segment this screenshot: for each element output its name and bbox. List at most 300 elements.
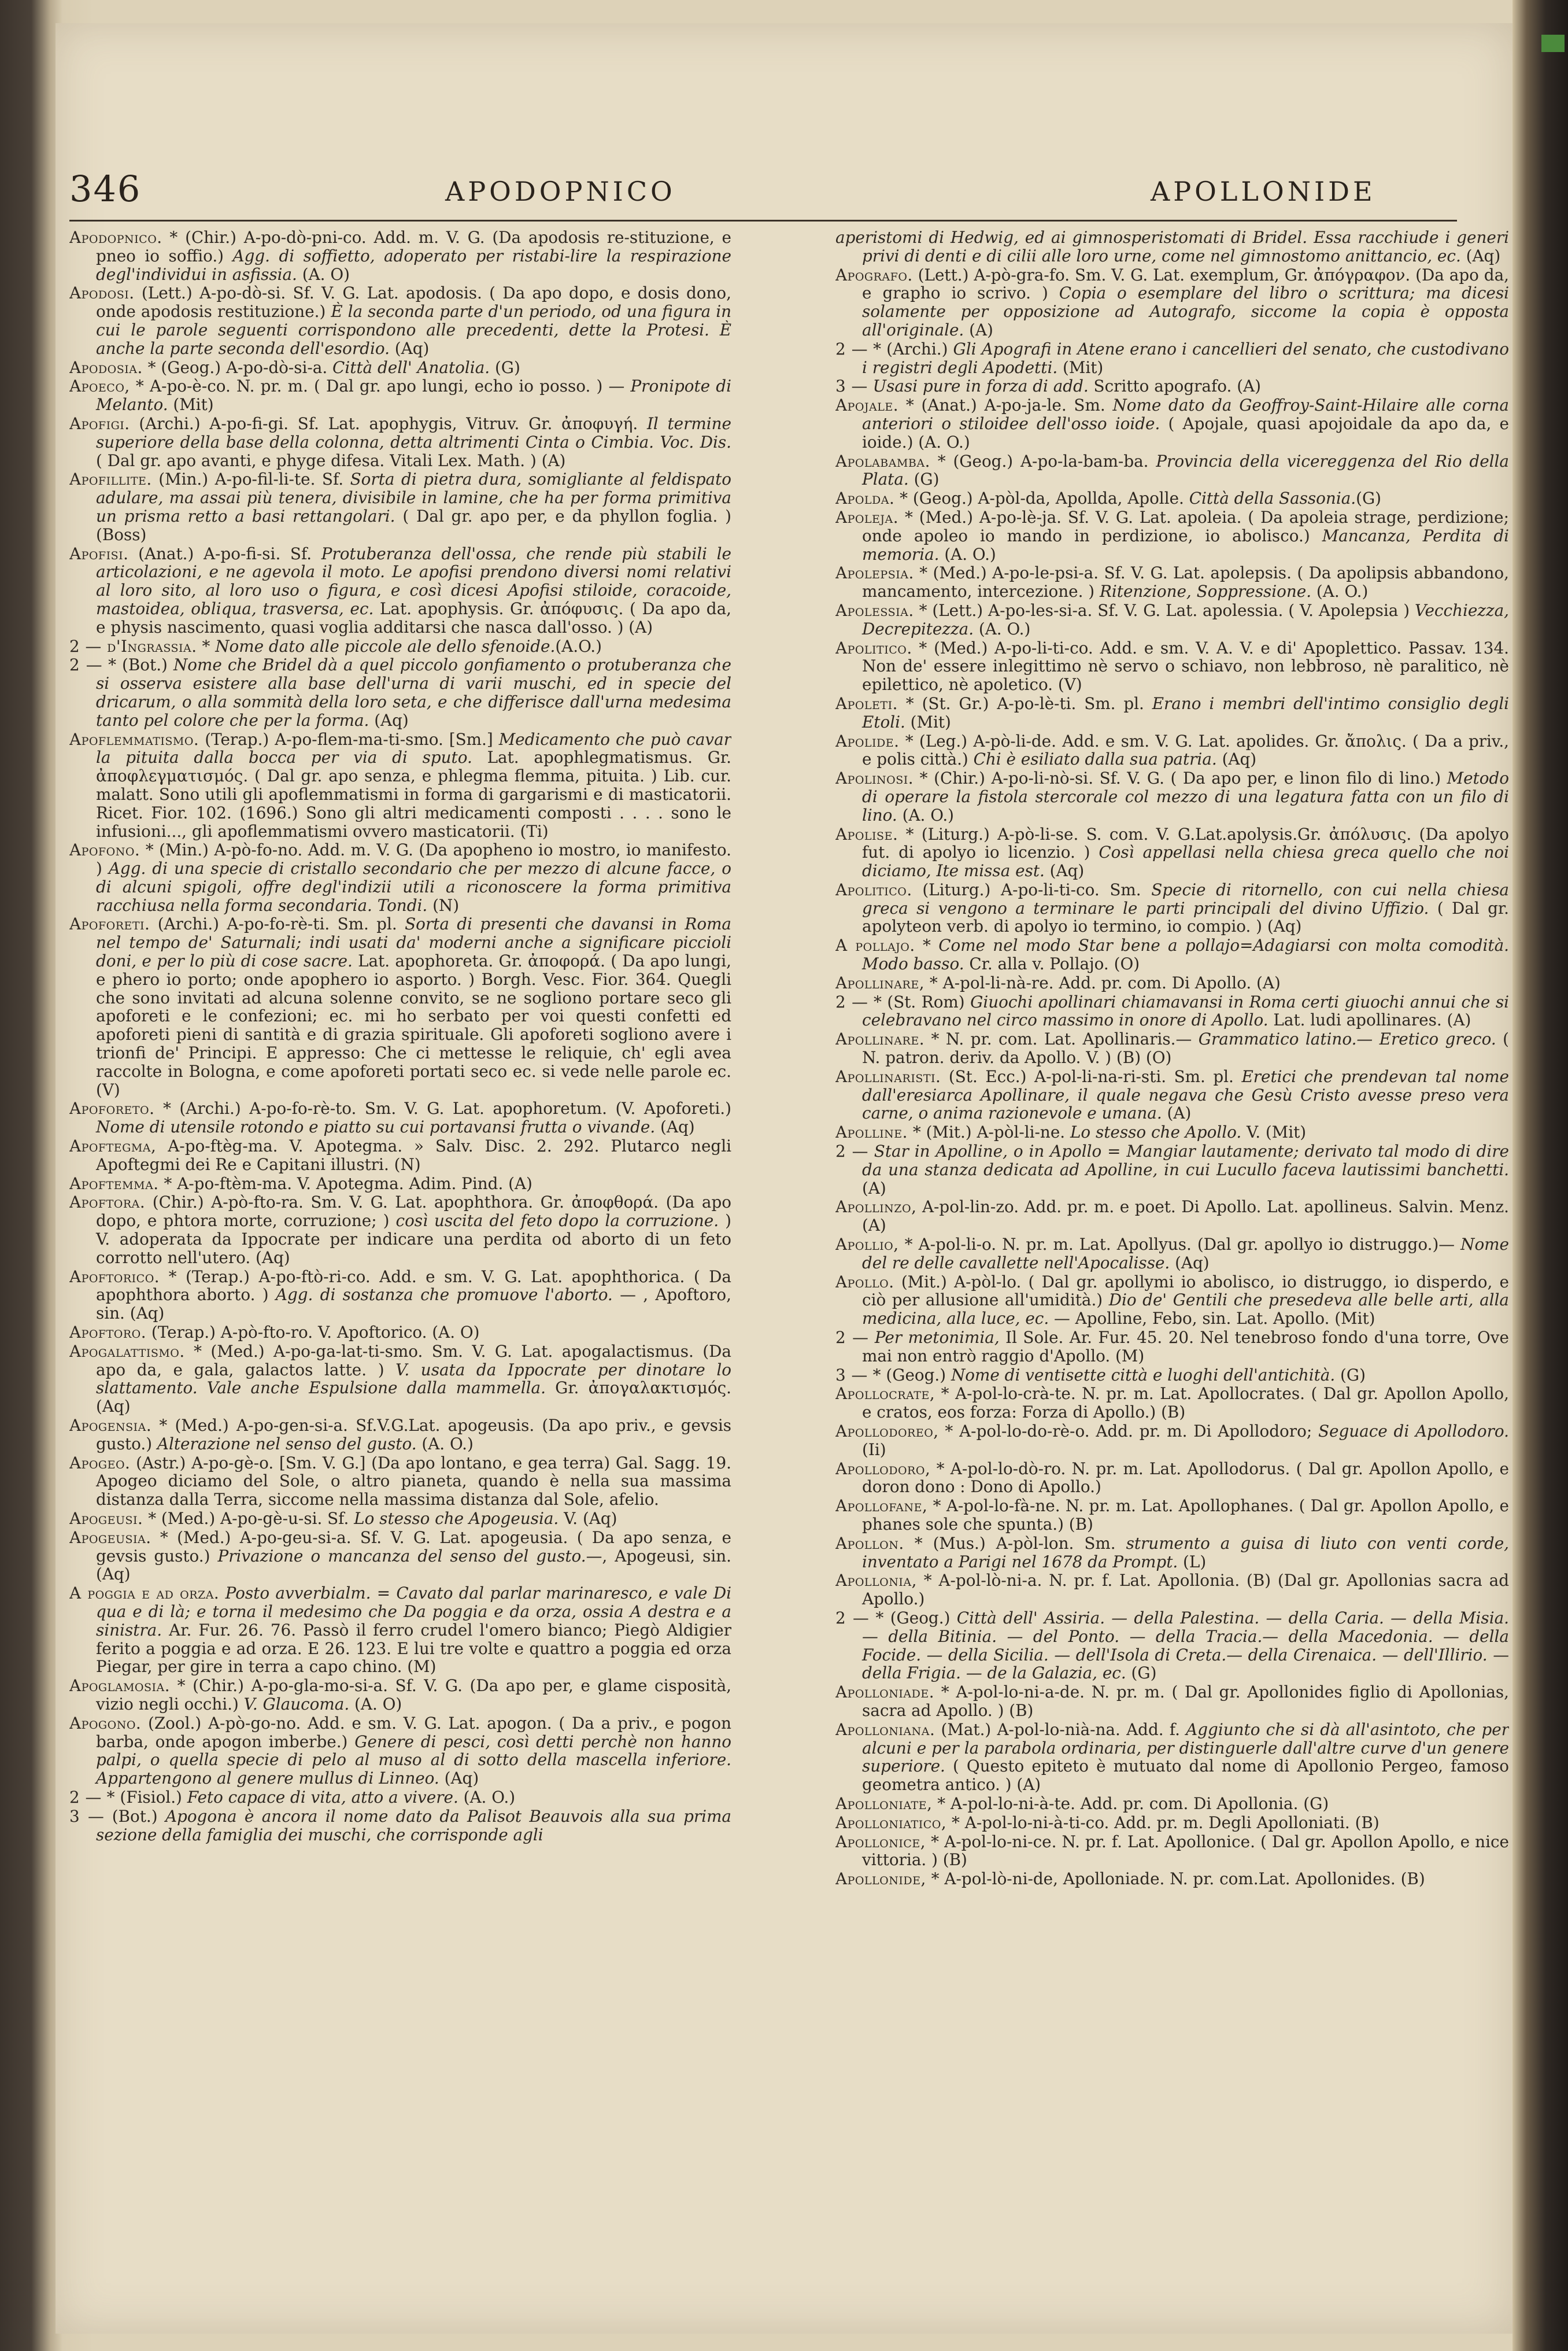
running-head-left: APODOPNICO xyxy=(445,176,676,207)
dictionary-entry xyxy=(835,340,1509,377)
entry-definition: Grammatico latino.— Eretico greco. xyxy=(1198,1029,1496,1049)
entry-headword: Apoftora. xyxy=(69,1193,146,1212)
dictionary-entry xyxy=(69,1454,731,1509)
entry-headword: Apoftemma. xyxy=(69,1173,159,1193)
entry-grammar: (Astr.) A-po-gè-o. [Sm. V. G.] (Da apo lontano, e gea terra) Gal. Sagg. 19. Apogeo diciamo del Sole, o altro pianeta, quando è nella sua massima distanza dalla Terra, siccome nella massima distanza dal Sole, afelio. xyxy=(96,1453,731,1509)
entry-headword: Apollinzo, xyxy=(835,1197,917,1217)
dictionary-entry xyxy=(835,1833,1509,1870)
entry-headword: Apollo. xyxy=(835,1272,894,1291)
entry-source: (Aq) xyxy=(655,1117,695,1137)
dictionary-entry xyxy=(835,564,1509,601)
entry-definition: Agg. di soffietto, adoperato per ristabi-lire la respirazione degl'individui in asfissia. xyxy=(96,246,731,284)
entry-definition: Dio de' Gentili che presedeva alle belle arti, alla medicina, alla luce, ec. xyxy=(862,1290,1509,1328)
entry-definition: Medicamento che può cavar la pituita dalla bocca per via di sputo. xyxy=(96,729,731,767)
entry-source: (L) xyxy=(1178,1552,1207,1571)
entry-source: (G) xyxy=(908,470,940,489)
dictionary-entry xyxy=(835,769,1509,824)
entry-source: ( Dal gr. apo avanti, e phyge difesa. Vitali Lex. Math. ) (A) xyxy=(96,451,566,470)
entry-source: (Aq) xyxy=(439,1769,479,1788)
dictionary-entry xyxy=(835,1328,1509,1365)
entry-source: (Aq) xyxy=(389,338,430,358)
entry-definition: Città dell' Assiria. — della Palestina. — della Caria. — della Misia. — della Bitinia. — del Ponto. — della Tracia.— della Macedonia. — della Focide. — della Sicilia. — dell'Isola di Creta.— della Cirenaica. — dell'Illirio. — della Frigia. — de la Galazia, ec. xyxy=(862,1608,1509,1683)
entry-headword: 2 — xyxy=(835,1328,869,1348)
entry-source: (G) xyxy=(1356,489,1382,508)
dictionary-entry xyxy=(69,1416,731,1453)
entry-definition: Mancanza, Perdita di memoria. xyxy=(862,526,1509,564)
entry-headword: Apoftegma, xyxy=(69,1136,157,1156)
entry-headword: Apoforeto. xyxy=(69,1099,155,1119)
entry-definition: Nome dato da Geoffroy-Saint-Hilaire alle corna anteriori o stiloidee dell'osso ioide. xyxy=(862,396,1509,433)
entry-headword: A poggia e ad orza. xyxy=(69,1584,220,1603)
entry-grammar: (Mit.) A-pòl-lo. ( Dal gr. apollymi io abolisco, io distruggo, io disperdo, e ciò per allusione all'umidità.) xyxy=(862,1272,1509,1310)
entry-grammar: (Lett.) A-pò-gra-fo. Sm. V. G. Lat. exemplum, Gr. ἀπόγραφον. (Da apo da, e grapho io scrivo. ) xyxy=(862,265,1509,303)
entry-headword: Apofigi. xyxy=(69,414,130,433)
entry-headword: Apoftoro. xyxy=(69,1323,147,1342)
dictionary-entry xyxy=(69,1137,731,1174)
entry-source: ( Questo epiteto è mutuato dal nome di Apollonio Pergeo, famoso geometra antico. ) (A) xyxy=(862,1756,1509,1795)
entry-headword: A pollajo. xyxy=(835,936,915,955)
entry-headword: Apoeco, xyxy=(69,377,130,396)
entry-definition: Così appellasi nella chiesa greca quello che noi diciamo, Ite missa est. xyxy=(862,843,1509,881)
entry-headword: Apoglamosia. xyxy=(69,1676,171,1696)
dictionary-entry xyxy=(835,1497,1509,1534)
dictionary-entry xyxy=(835,377,1509,396)
entry-grammar: * (Geog.) A-pòl-da, Apollda, Apolle. xyxy=(894,489,1189,508)
entry-source: ( N. patron. deriv. da Apollo. V. ) (B) (O) xyxy=(862,1029,1509,1068)
dictionary-entry xyxy=(835,639,1509,694)
entry-headword: Apollonide, xyxy=(835,1869,926,1889)
entry-definition: Vecchiezza, Decrepitezza. xyxy=(862,600,1509,639)
entry-source: (Mit) xyxy=(1057,357,1104,377)
entry-grammar: * (Bot.) xyxy=(102,655,173,675)
entry-grammar: A-pol-lin-zo. Add. pr. m. e poet. Di Apollo. Lat. apollineus. Salvin. Menz. (A) xyxy=(862,1197,1509,1235)
dictionary-entry xyxy=(835,1068,1509,1123)
entry-definition: Pronipote di Melanto. xyxy=(96,377,731,415)
entry-headword: 2 — xyxy=(835,339,868,359)
entry-headword: Apollodoro, xyxy=(835,1459,931,1478)
entry-source: (Aq) xyxy=(1044,861,1085,881)
entry-headword: Apolinosi. xyxy=(835,769,914,788)
dictionary-entry xyxy=(835,1814,1509,1832)
entry-grammar xyxy=(868,377,873,396)
entry-definition: Star in Apolline, o in Apollo = Mangiar lautamente; derivato tal modo di dire da una stanza dedicata ad Apolline, in cui Lucullo faceva lautissimi banchetti. xyxy=(862,1142,1509,1179)
entry-headword: Apolloniade. xyxy=(835,1682,935,1702)
entry-headword: Apoleti. xyxy=(835,693,898,713)
entry-source: ) V. adoperata da Ippocrate per indicare una perdita od aborto di un feto corrotto nell'utero. (Aq) xyxy=(96,1211,731,1267)
dictionary-entry xyxy=(835,1870,1509,1888)
entry-grammar: * A-po-ftèm-ma. V. Apotegma. Adim. Pind. (A) xyxy=(158,1173,532,1193)
entry-headword: Apolline. xyxy=(835,1123,908,1142)
entry-grammar: * xyxy=(197,636,216,656)
entry-source: (A. O.) xyxy=(1311,582,1369,601)
entry-definition: Lo stesso che Apollo. xyxy=(1070,1123,1242,1142)
entry-source: (Mit) xyxy=(168,395,214,415)
dictionary-entry xyxy=(835,1366,1509,1385)
entry-definition: Genere di pesci, così detti perchè non hanno palpi, o quella specie di pelo al muso al di sotto della mascella inferiore. Appartengono al genere mullus di Linneo. xyxy=(96,1732,731,1788)
entry-definition: Nome dato alle piccole ale dello sfenoide. xyxy=(215,636,556,656)
entry-grammar: * (Med.) A-po-gen-si-a. Sf.V.G.Lat. apogeusis. (Da apo priv., e gevsis gusto.) xyxy=(96,1416,731,1453)
entry-headword: Apolloniate, xyxy=(835,1793,933,1813)
entry-source: Lat. ludi apollinares. (A) xyxy=(1268,1010,1471,1030)
page-header xyxy=(69,168,1457,222)
entry-headword: Apoftorico. xyxy=(69,1267,160,1286)
entry-grammar: * (Lett.) A-po-les-si-a. Sf. V. G. Lat. apolessia. ( V. Apolepsia ) xyxy=(914,600,1415,620)
entry-headword: 2 — xyxy=(835,1608,870,1627)
entry-source: (A.O.) xyxy=(555,636,602,656)
dictionary-entry xyxy=(69,1677,731,1714)
entry-grammar: (Terap.) A-pò-fto-ro. V. Apoftorico. (A. O) xyxy=(146,1323,480,1342)
right-column xyxy=(835,228,1509,2287)
entry-definition: Nome di utensile rotondo e piatto su cui portavansi frutta o vivande. xyxy=(96,1117,656,1137)
entry-source: (Mit) xyxy=(905,712,951,732)
entry-definition: Specie di ritornello, con cui nella chiesa greca si vengono a terminare le parti principali del divino Uffizio. xyxy=(862,880,1509,918)
entry-grammar: * (Med.) A-po-le-psi-a. Sf. V. G. Lat. apolepsis. ( Da apolipsis abbandono, mancamento, intercezione. ) xyxy=(862,563,1509,601)
entry-definition: V. usata da Ippocrate per dinotare lo slattamento. Vale anche Espulsione dalla mammella. xyxy=(96,1360,731,1398)
entry-headword: Apoforeti. xyxy=(69,914,150,934)
entry-grammar: * (Med.) A-po-gè-u-si. Sf. xyxy=(143,1508,354,1528)
entry-definition: Posto avverbialm. = Cavato dal parlar marinaresco, e vale Di qua e di là; e torna il medesimo che Da poggia e da orza, ossia A destra e a sinistra. xyxy=(96,1584,731,1640)
entry-grammar: * A-pol-li-o. N. pr. m. Lat. Apollyus. (Dal gr. apollyo io distruggo.)— xyxy=(898,1235,1461,1254)
entry-grammar: * N. pr. com. Lat. Apollinaris.— xyxy=(924,1029,1199,1049)
entry-grammar: (Archi.) A-po-fi-gi. Sf. Lat. apophygis, Vitruv. Gr. ἀποφυγή. xyxy=(130,414,647,433)
entry-source: (G) xyxy=(490,357,520,377)
dictionary-entry xyxy=(69,1323,731,1342)
book-edge xyxy=(1512,0,1568,2351)
entry-definition: Nome di ventisette città e luoghi dell'antichità. xyxy=(951,1365,1336,1385)
entry-headword: Apolitico. xyxy=(835,880,912,899)
entry-grammar: * (Archi.) xyxy=(868,339,953,359)
entry-headword: Apoleja. xyxy=(835,507,899,527)
entry-headword: Apollonice, xyxy=(835,1832,926,1851)
entry-definition: Agg. di sostanza che promuove l'aborto. xyxy=(275,1285,613,1305)
entry-headword: Apogeo. xyxy=(69,1453,131,1472)
entry-headword: 3 — xyxy=(835,377,868,396)
entry-grammar: * (Archi.) A-po-fo-rè-to. Sm. V. G. Lat. apophoretum. (V. Apoforeti.) xyxy=(154,1099,731,1119)
entry-grammar: (Bot.) xyxy=(104,1806,165,1826)
entry-headword: Apollinare, xyxy=(835,973,925,992)
entry-source: Il Sole. Ar. Fur. 45. 20. Nel tenebroso fondo d'una torre, Ove mai non entrò raggio d'Apollo. (M) xyxy=(862,1328,1509,1365)
entry-definition: Nome che Bridel dà a quel piccolo gonfiamento o protuberanza che si osserva esistere alla base dell'urna di varii muschi, ed in specie del dricarum, o alla sommità della loro seta, e che differisce dall'urna medesima tanto pel colore che per la forma. xyxy=(96,655,731,730)
entry-source: (N) xyxy=(427,895,460,915)
entry-definition: Copia o esemplare del libro o scrittura; ma dicesi solamente per opposizione ad Autografo, siccome la copia è opposta all'originale. xyxy=(862,283,1509,339)
entry-grammar: * (Mus.) A-pòl-lon. Sm. xyxy=(904,1533,1126,1553)
entry-grammar: * A-pol-lo-ni-a-de. N. pr. m. ( Dal gr. Apollonides figlio di Apollonias, sacra ad Apollo. ) (B) xyxy=(862,1682,1509,1720)
entry-grammar: * (Min.) A-pò-fo-no. Add. m. V. G. (Da apopheno io mostro, io manifesto. ) xyxy=(96,840,731,879)
dictionary-entry xyxy=(69,841,731,914)
entry-grammar: * A-pol-lo-ni-à-ti-co. Add. pr. m. Degli Apolloniati. (B) xyxy=(946,1813,1380,1832)
entry-headword: Apollonia, xyxy=(835,1571,917,1590)
entry-source: (A. O.) xyxy=(939,544,996,564)
entry-grammar: (Liturg.) A-po-li-ti-co. Sm. xyxy=(912,880,1152,899)
entry-grammar: * (Med.) A-po-ga-lat-ti-smo. Sm. V. G. Lat. apogalactismus. (Da apo da, e gala, galactos latte. ) xyxy=(96,1341,731,1379)
entry-definition: È la seconda parte d'un periodo, od una figura in cui le parole seguenti corrispondono alle precedenti, dette la Protesi. È anche la parte seconda dell'esordio. xyxy=(96,302,731,358)
dictionary-entry xyxy=(835,993,1509,1030)
entry-grammar: * A-pol-lo-do-rè-o. Add. pr. m. Di Apollodoro; xyxy=(938,1422,1318,1441)
entry-headword: Apofono. xyxy=(69,840,140,860)
entry-grammar: (Terap.) A-po-flem-ma-ti-smo. [Sm.] xyxy=(199,729,499,749)
entry-source: V. (Mit) xyxy=(1241,1123,1307,1142)
entry-headword: 3 — xyxy=(69,1806,105,1826)
dictionary-entry xyxy=(835,1609,1509,1682)
entry-definition: Provincia della vicereggenza del Rio della Plata. xyxy=(862,451,1509,489)
dictionary-entry xyxy=(69,637,731,656)
entry-headword: Apollon. xyxy=(835,1533,904,1553)
entry-grammar: (Archi.) A-po-fo-rè-ti. Sm. pl. xyxy=(150,914,405,934)
entry-source: Cr. alla v. Pollajo. (O) xyxy=(964,954,1140,974)
entry-headword: Apollofane, xyxy=(835,1496,928,1516)
entry-definition: Agg. di una specie di cristallo secondario che per mezzo di alcune facce, o di alcuni spigoli, offre degl'indizii utili a riconoscere la forma primitiva racchiusa nella forma secondaria. Tondi. xyxy=(96,859,731,915)
dictionary-entry xyxy=(835,1721,1509,1794)
entry-grammar xyxy=(868,1142,874,1161)
entry-definition: Privazione o mancanza del senso del gusto. xyxy=(217,1546,586,1566)
entry-headword: 2 — xyxy=(69,655,103,675)
entry-grammar: * (Terap.) A-po-ftò-ri-co. Add. e sm. V. G. Lat. apophthorica. ( Da apophthora aborto. ) xyxy=(96,1267,731,1305)
entry-definition: aperistomi di Hedwig, ed ai gimnosperistomati di Bridel. Essa racchiude i generi privi di denti e di cilii alle loro urne, come nel gimnostomo anittancio, ec. xyxy=(835,228,1509,265)
entry-headword: 2 — xyxy=(835,1142,868,1161)
entry-grammar: * A-pol-lò-ni-a. N. pr. f. Lat. Apollonia. (B) (Dal gr. Apollonias sacra ad Apollo.) xyxy=(862,1571,1509,1609)
dictionary-entry xyxy=(69,470,731,544)
dictionary-entry xyxy=(835,1030,1509,1067)
entry-definition: Eretici che prendevan tal nome dall'eresiarca Apollinare, il quale negava che Gesù Cristo avesse preso vera carne, o anima razionevole e umana. xyxy=(862,1066,1509,1123)
entry-headword: Apofillite. xyxy=(69,470,152,489)
entry-grammar: * (Geog.) xyxy=(867,1365,951,1385)
dictionary-entry xyxy=(69,1584,731,1676)
entry-grammar: * (Geog.) xyxy=(869,1608,957,1627)
entry-headword: Apogalattismo. xyxy=(69,1341,185,1361)
entry-source: ( Apojale, quasi apojoidale da apo da, e ioide.) (A. O.) xyxy=(862,414,1509,452)
entry-headword: Apollio, xyxy=(835,1235,899,1254)
dictionary-entry xyxy=(69,415,731,470)
dictionary-entry xyxy=(835,601,1509,639)
entry-source: (A. O.) xyxy=(974,619,1031,639)
dictionary-entry xyxy=(835,825,1509,880)
entry-source: ( Dal gr. apolyteon verb. di apolyo io termino, io compio. ) (Aq) xyxy=(862,898,1509,936)
entry-source: (Aq) xyxy=(1216,750,1257,769)
entry-grammar: * (Fisiol.) xyxy=(101,1787,187,1807)
entry-headword: Apogeusia. xyxy=(69,1527,151,1547)
entry-headword: 2 — d'Ingrassia. xyxy=(69,636,197,656)
entry-source: V. (Aq) xyxy=(559,1508,617,1528)
dictionary-entry xyxy=(835,1273,1509,1328)
entry-grammar xyxy=(868,1328,874,1347)
entry-source: (A. O.) xyxy=(416,1434,474,1453)
entry-grammar: * (Med.) A-po-li-ti-co. Add. e sm. V. A. V. e di' Apoplettico. Passav. 134. Non de' essere inlegittimo nè servo o schiavo, non lebbroso, nè paralitico, nè epilettico, nè apoletico. (V) xyxy=(862,638,1509,695)
entry-grammar: (Anat.) A-po-fi-si. Sf. xyxy=(128,544,321,563)
dictionary-entry xyxy=(69,284,731,357)
entry-source: (G) xyxy=(1335,1365,1366,1385)
dictionary-entry xyxy=(835,1198,1509,1235)
entry-source: (A) xyxy=(862,1178,886,1198)
entry-headword: 2 — xyxy=(69,1787,102,1807)
entry-headword: Apolise. xyxy=(835,824,898,844)
dictionary-entry xyxy=(835,732,1509,769)
entry-headword: Apolda. xyxy=(835,489,895,508)
entry-source: — , Apoftoro, sin. (Aq) xyxy=(96,1285,731,1323)
dictionary-entry xyxy=(69,1509,731,1528)
entry-source: (Aq) xyxy=(369,710,409,730)
dictionary-entry xyxy=(835,1385,1509,1422)
dictionary-entry xyxy=(69,1788,731,1807)
entry-definition: Per metonimia, xyxy=(874,1328,1000,1348)
entry-grammar: * A-pol-lò-ni-de, Apolloniade. N. pr. com.Lat. Apollonides. (B) xyxy=(926,1869,1425,1889)
entry-grammar: * (Chir.) A-po-gla-mo-si-a. Sf. V. G. (Da apo per, e glame cisposità, vizio negli occhi.) xyxy=(96,1676,731,1714)
entry-source: (A. O) xyxy=(349,1694,402,1714)
dictionary-entry xyxy=(835,1683,1509,1720)
entry-headword: Apojale. xyxy=(835,396,899,415)
entry-grammar: * A-pol-lo-ni-ce. N. pr. f. Lat. Apollonice. ( Dal gr. Apollon Apollo, e nice vittoria. ) (B) xyxy=(862,1832,1509,1870)
entry-headword: Apolepsia. xyxy=(835,563,914,583)
entry-source: Lat. apophysis. Gr. ἀπόφυσις. ( Da apo da, e physis nascimento, quasi voglia additarsi che nasca dall'osso. ) (A) xyxy=(96,599,731,637)
dictionary-entry xyxy=(835,1422,1509,1459)
dictionary-entry xyxy=(69,1342,731,1416)
entry-source: (Aq) xyxy=(1460,246,1501,265)
entry-source: (Aq) xyxy=(1170,1253,1210,1272)
entry-headword: Apolloniatico, xyxy=(835,1813,947,1832)
entry-definition: Erano i membri dell'intimo consiglio degli Etoli. xyxy=(862,693,1509,732)
dictionary-entry xyxy=(69,1175,731,1193)
entry-definition: Metodo di operare la fistola stercorale col mezzo di una legatura fatta con un filo di lino. xyxy=(862,769,1509,825)
entry-headword: Apolabamba. xyxy=(835,451,930,471)
entry-definition: Feto capace di vita, atto a vivere. xyxy=(187,1787,458,1807)
dictionary-entry xyxy=(835,489,1509,508)
entry-grammar: A-po-ftèg-ma. V. Apotegma. » Salv. Disc. 2. 292. Plutarco negli Apoftegmi dei Re e Capitani illustri. (N) xyxy=(96,1136,731,1174)
dictionary-entry xyxy=(835,695,1509,732)
entry-definition: Alterazione nel senso del gusto. xyxy=(157,1434,417,1453)
entry-definition: Chi è esiliato dalla sua patria. xyxy=(973,750,1217,769)
dictionary-entry xyxy=(69,228,731,283)
entry-definition: Ritenzione, Soppressione. xyxy=(1099,582,1312,601)
dictionary-entry xyxy=(69,359,731,377)
entry-definition: Seguace di Apollodoro. xyxy=(1318,1422,1509,1441)
page-number: 346 xyxy=(69,168,142,210)
dictionary-entry xyxy=(835,1571,1509,1608)
entry-definition: Usasi pure in forza di add. xyxy=(872,377,1089,396)
entry-headword: Apolitico. xyxy=(835,638,912,658)
entry-grammar: * xyxy=(915,936,939,955)
entry-grammar: * (Med.) A-po-geu-si-a. Sf. V. G. Lat. apogeusia. ( Da apo senza, e gevsis gusto.) xyxy=(96,1527,731,1566)
entry-grammar: * (Leg.) A-pò-li-de. Add. e sm. V. G. Lat. apolides. Gr. ἄπολις. ( Da a priv., e polis città.) xyxy=(862,731,1509,769)
dictionary-entry xyxy=(835,936,1509,973)
entry-headword: Apollinare. xyxy=(835,1029,925,1049)
entry-definition: Gli Apografi in Atene erano i cancellieri del senato, che custodivano i registri degli Apodetti. xyxy=(862,339,1509,377)
entry-headword: Apollodoreo, xyxy=(835,1422,939,1441)
dictionary-entry xyxy=(835,1795,1509,1813)
entry-source: (A. O.) xyxy=(897,805,955,825)
entry-source: (A. O) xyxy=(297,264,350,284)
dictionary-entry xyxy=(69,545,731,637)
entry-headword: Apodosi. xyxy=(69,283,135,303)
entry-grammar xyxy=(219,1584,225,1603)
entry-headword: Apolloniana. xyxy=(835,1719,935,1739)
entry-headword: Apogensia. xyxy=(69,1416,152,1435)
entry-source: (A. O.) xyxy=(458,1787,516,1807)
entry-grammar: * (Geog.) A-po-la-bam-ba. xyxy=(930,451,1156,471)
entry-source: (A) xyxy=(964,320,993,339)
dictionary-entry xyxy=(69,915,731,1099)
entry-headword: Apodopnico. xyxy=(69,228,162,247)
dictionary-entry xyxy=(835,266,1509,339)
dictionary-entry xyxy=(835,508,1509,563)
entry-definition: così uscita del feto dopo la corruzione. xyxy=(395,1211,719,1231)
entry-source: — Apolline, Febo, sin. Lat. Apollo. (Mit) xyxy=(1049,1309,1375,1328)
entry-definition: Sorta di presenti che davansi in Roma nel tempo de' Saturnali; indi usati da' moderni anche a significare piccioli doni, e per lo più di cose sacre. xyxy=(96,914,731,971)
entry-grammar: * (Chir.) A-po-dò-pni-co. Add. m. V. G. (Da apodosis re-stituzione, e pneo io soffio.) xyxy=(96,228,731,265)
entry-source: (A) xyxy=(1162,1103,1192,1123)
entry-definition: V. Glaucoma. xyxy=(243,1694,350,1714)
dictionary-entry xyxy=(69,1268,731,1323)
running-head-right: APOLLONIDE xyxy=(1151,176,1376,207)
entry-headword: Apofisi. xyxy=(69,544,129,563)
entry-headword: 3 — xyxy=(835,1365,868,1385)
dictionary-entry xyxy=(835,452,1509,489)
dictionary-entry xyxy=(69,377,731,414)
dictionary-entry xyxy=(835,881,1509,936)
entry-definition: Come nel modo Star bene a pollajo=Adagiarsi con molta comodità. Modo basso. xyxy=(862,936,1509,974)
entry-grammar: (Lett.) A-po-dò-si. Sf. V. G. Lat. apodosis. ( Da apo dopo, e dosis dono, onde apodosis restituzione.) xyxy=(96,283,731,322)
dictionary-entry xyxy=(69,1714,731,1788)
entry-grammar: * A-pol-lo-fà-ne. N. pr. m. Lat. Apollophanes. ( Dal gr. Apollon Apollo, e phanes sole che spunta.) (B) xyxy=(862,1496,1509,1534)
entry-headword: Apogeusi. xyxy=(69,1508,143,1528)
entry-grammar: * (Geog.) A-po-dò-si-a. xyxy=(142,357,333,377)
entry-definition: Protuberanza dell'ossa, che rende più stabili le articolazioni, e ne agevola il moto. Le apofisi prendono diversi nomi relativi al loro sito, al loro uso o figura, e così dicesi Apofisi stiloide, coracoide, mastoidea, obliqua, trasversa, ec. xyxy=(96,544,731,618)
entry-definition: Città dell' Anatolia. xyxy=(332,357,490,377)
entry-grammar: * (St. Rom) xyxy=(868,992,971,1012)
entry-source: Lat. apophoreta. Gr. ἀποφορά. ( Da apo lungi, e phero io porto; onde apophero io asporto. ) Borgh. Vesc. Fior. 364. Quegli che sono invitati ad alcuna solenne convito, se ne sogliono portare seco gli apoforeti e le confezioni; ec. mi ho serbato per voi questi confetti ed apoforeti pieni di santità e di grazia spirituale. Gli apoforeti sogliono avere i trionfi de' Principi. E appresso: Che ci mettesse le reliquie, ch' egli avea raccolte in Bologna, e come apoforeti portati seco ec. si vede nelle parole ec. (V) xyxy=(96,951,731,1099)
entry-definition: Giuochi apollinari chiamavansi in Roma certi giuochi annui che si celebravano nel circo massimo in onore di Apollo. xyxy=(862,992,1509,1030)
entry-grammar: (St. Ecc.) A-pol-li-na-ri-sti. Sm. pl. xyxy=(941,1066,1242,1086)
entry-headword: Apolide. xyxy=(835,731,900,751)
entry-definition: Apogona è ancora il nome dato da Palisot Beauvois alla sua prima sezione della famiglia dei muschi, che corrisponde agli xyxy=(96,1806,731,1844)
entry-grammar: * A-po-è-co. N. pr. m. ( Dal gr. apo lungi, echo io posso. ) — xyxy=(130,377,631,396)
entry-headword: Apoflemmatismo. xyxy=(69,729,199,749)
entry-grammar: * A-pol-lo-ni-à-te. Add. pr. com. Di Apollonia. (G) xyxy=(932,1793,1329,1813)
entry-grammar: (Min.) A-po-fil-li-te. Sf. xyxy=(151,470,350,489)
entry-headword: Apolessia. xyxy=(835,600,914,620)
dictionary-entry xyxy=(835,1142,1509,1197)
entry-grammar: * A-pol-li-nà-re. Add. pr. com. Di Apollo. (A) xyxy=(924,973,1281,992)
entry-headword: Apodosia. xyxy=(69,357,143,377)
entry-headword: Apollinaristi. xyxy=(835,1066,941,1086)
entry-definition: strumento a guisa di liuto con venti corde, inventato a Parigi nel 1678 da Prompt. xyxy=(862,1533,1509,1571)
dictionary-entry xyxy=(835,1123,1509,1142)
entry-source: —, Apogeusi, sin. (Aq) xyxy=(96,1546,731,1584)
entry-grammar: * A-pol-lo-crà-te. N. pr. m. Lat. Apollocrates. ( Dal gr. Apollon Apollo, e cratos, eos forza: Forza di Apollo.) (B) xyxy=(862,1384,1509,1422)
entry-source: Scritto apografo. (A) xyxy=(1088,377,1261,396)
entry-source: ( Dal gr. apo per, e da phyllon foglia. ) (Boss) xyxy=(96,506,731,544)
dictionary-entry xyxy=(69,1193,731,1267)
left-column xyxy=(69,228,731,2287)
entry-definition: Città della Sassonia. xyxy=(1189,489,1356,508)
entry-grammar: * (Chir.) A-po-li-nò-si. Sf. V. G. ( Da apo per, e linon filo di lino.) xyxy=(914,769,1447,788)
dictionary-entry xyxy=(69,1099,731,1136)
entry-source: Lat. apophlegmatismus. Gr. ἀποφλεγματισμός. ( Dal gr. apo senza, e phlegma flemma, pituita. ) Lib. cur. malatt. Sono utili gli apoflemmatismi in forma di gargarismi e di masticatorii. Ricet. Fior. 102. (1696.) Sono gli altri medicamenti composti . . . . sono le infusioni..., gli apoflemmatismi ovvero masticatorii. (Ti) xyxy=(96,748,731,841)
entry-grammar: (Mat.) A-pol-lo-nià-na. Add. f. xyxy=(935,1719,1186,1739)
entry-source: Gr. ἀπογαλακτισμός. (Aq) xyxy=(96,1378,731,1416)
entry-definition: Lo stesso che Apogeusia. xyxy=(354,1508,559,1528)
entry-grammar: * (Med.) A-po-lè-ja. Sf. V. G. Lat. apoleia. ( Da apoleia strage, perdizione; onde apoleo io mando in perdizione, io abolisco.) xyxy=(862,507,1509,545)
entry-grammar: (Zool.) A-pò-go-no. Add. e sm. V. G. Lat. apogon. ( Da a priv., e pogon barba, onde apogon imberbe.) xyxy=(96,1713,731,1751)
entry-headword: Apogono. xyxy=(69,1713,142,1733)
dictionary-entry xyxy=(69,656,731,729)
dictionary-entry xyxy=(835,974,1509,992)
entry-grammar: * (Anat.) A-po-ja-le. Sm. xyxy=(898,396,1113,415)
entry-grammar: * (St. Gr.) A-po-lè-ti. Sm. pl. xyxy=(897,693,1152,713)
entry-definition: Aggiunto che si dà all'asintoto, che per alcuni e per la parabola ordinaria, per distinguerle dall'altre curve d'un genere superiore. xyxy=(862,1719,1509,1776)
dictionary-entry xyxy=(835,1534,1509,1571)
entry-grammar: * (Liturg.) A-pò-li-se. S. com. V. G.Lat.apolysis.Gr. ἀπόλυσις. (Da apolyo fut. di apolyo io licenzio. ) xyxy=(862,824,1509,862)
dictionary-entry xyxy=(69,1807,731,1844)
dictionary-entry xyxy=(835,1460,1509,1497)
